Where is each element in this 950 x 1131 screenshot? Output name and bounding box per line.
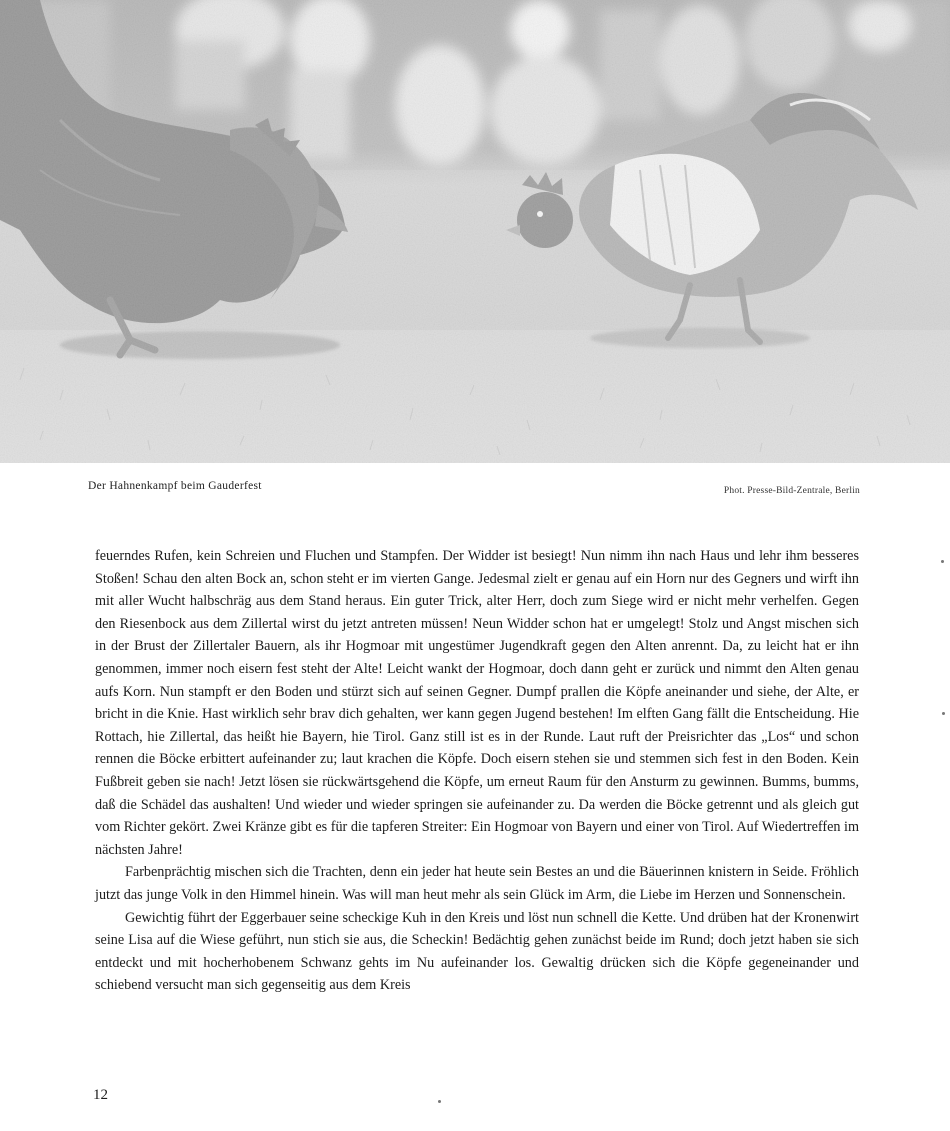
article-body: [95, 545, 859, 997]
margin-speck: [438, 1100, 441, 1103]
photo-credit: Phot. Presse-Bild-Zentrale, Berlin: [723, 486, 860, 496]
paragraph: Gewichtig führt der Eggerbauer seine scheckige Kuh in den Kreis und löst nun schnell die Kette. Und drüben hat der Kronenwirt seine Lisa auf die Wiese geführt, nun stich sie aus, die Scheckin! Bedächtig gehen zunächst beide im Rund; doch jetzt haben sie sich entdeckt und mit hocherhobenem Schwanz gehts im Nu aufeinander los. Gewaltig drücken sich die Köpfe gegeneinander und schiebend versucht man sich gegenseitig aus dem Kreis: [95, 909, 859, 994]
photo-caption-row: [88, 480, 860, 500]
rooster-fight-photo: [0, 0, 950, 463]
margin-speck: [941, 560, 944, 563]
paragraph: feuerndes Rufen, kein Schreien und Fluchen und Stampfen. Der Widder ist besiegt! Nun nimm ihn nach Haus und lehr ihm besseres Stoßen! Schau den alten Bock an, schon steht er im vierten Gange. Jedesmal zielt er genau auf ein Horn nur des Gegners und wirft ihn mit aller Wucht halbschräg aus dem Stand heraus. Ein guter Trick, alter Herr, doch zum Siege wird er nicht mehr verhelfen. Gegen den Riesenbock aus dem Zillertal wirst du jetzt antreten müssen! Neun Widder schon hat er umgelegt! Stolz und Angst mischen sich in der Brust der Zillertaler Bauern, als ihr Hogmoar mit ungestümer Jugendkraft gegen den Alten anrennt. Da, zu leicht hat er ihn genommen, immer noch eisern fest steht der Alte! Leicht wankt der Hogmoar, doch dann geht er zurück und nimmt den Alten genau aufs Korn. Nun stampft er den Boden und stürzt sich auf seinen Gegner. Dumpf prallen die Köpfe aneinander und siehe, der Alte, er bricht in die Knie. Hast wirklich sehr brav dich gehalten, wer kann gegen Jugend bestehen! Im elften Gang fällt die Entscheidung. Hie Rottach, hie Zillertal, das heißt hie Bayern, hie Tirol. Ganz still ist es in der Runde. Laut ruft der Preisrichter das „Los“ und schon rennen die Böcke erbittert aufeinander zu; laut krachen die Köpfe. Doch eisern stehen sie und stemmen sich fest in den Boden. Kein Fußbreit geben sie nach! Jetzt lösen sie rückwärtsgehend die Köpfe, um erneut Raum für den Ansturm zu gewinnen. Bumms, bumms, daß die Schädel das aushalten! Und wieder und wieder springen sie aufeinander zu. Da werden die Böcke getrennt und als gleich gut vom Richter gekört. Zwei Kränze gibt es für die tapferen Streiter: Ein Hogmoar von Bayern und einer von Tirol. Auf Wiedertreffen im nächsten Jahre!: [95, 548, 859, 858]
photo-caption: Der Hahnenkampf beim Gauderfest: [88, 480, 262, 492]
photo-illustration: [0, 0, 950, 463]
margin-speck: [942, 712, 945, 715]
paragraph: Farbenprächtig mischen sich die Trachten, denn ein jeder hat heute sein Bestes an und die Bäuerinnen knistern in Seide. Fröhlich jutzt das junge Volk in den Himmel hinein. Was will man heut mehr als sein Glück im Arm, die Liebe im Herzen und Sonnenschein.: [95, 864, 859, 903]
page-number: 12: [93, 1087, 108, 1103]
